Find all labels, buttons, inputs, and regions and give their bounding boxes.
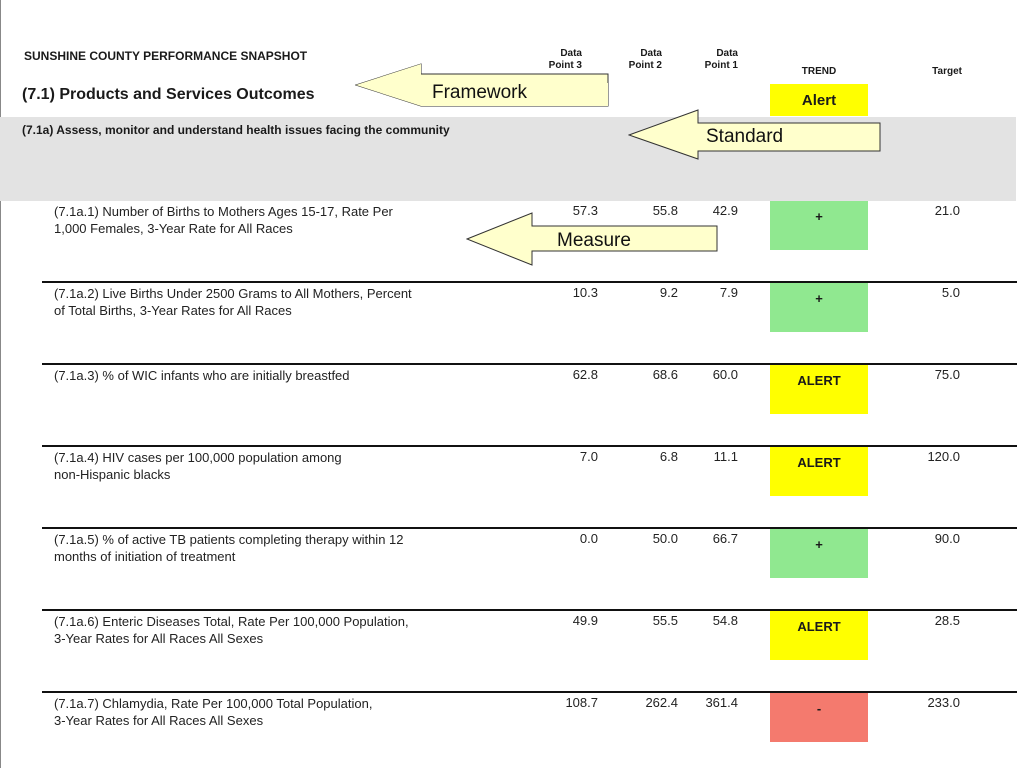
value-data-point-2: 68.6 bbox=[652, 367, 678, 382]
trend-indicator: + bbox=[770, 529, 868, 578]
target-value: 90.0 bbox=[934, 531, 960, 546]
measure-description-line1: (7.1a.7) Chlamydia, Rate Per 100,000 Total Population, bbox=[54, 696, 373, 711]
col-header-target: Target bbox=[932, 66, 962, 77]
trend-indicator: + bbox=[770, 201, 868, 250]
standard-callout-label: Standard bbox=[706, 126, 784, 147]
framework-callout-label: Framework bbox=[432, 82, 528, 103]
value-data-point-2: 55.8 bbox=[652, 203, 678, 218]
framework-heading: (7.1) Products and Services Outcomes bbox=[22, 86, 315, 103]
trend-indicator: ALERT bbox=[770, 365, 868, 414]
value-data-point-1: 361.4 bbox=[705, 695, 738, 710]
trend-indicator: + bbox=[770, 283, 868, 332]
page-left-border bbox=[0, 0, 1, 768]
row-divider bbox=[42, 609, 1017, 611]
measure-description-line2: non-Hispanic blacks bbox=[54, 467, 171, 482]
col-header-dp3-line2: Point 3 bbox=[548, 60, 582, 71]
value-data-point-3: 62.8 bbox=[572, 367, 598, 382]
col-header-dp1-line2: Point 1 bbox=[704, 60, 738, 71]
measure-description bbox=[54, 367, 350, 384]
row-divider bbox=[42, 363, 1017, 365]
col-header-data-point-2 bbox=[610, 48, 662, 72]
col-header-dp2-line2: Point 2 bbox=[628, 60, 662, 71]
value-data-point-1: 7.9 bbox=[719, 285, 738, 300]
measure-description bbox=[54, 449, 342, 483]
measure-description-line2: 3-Year Rates for All Races All Sexes bbox=[54, 713, 264, 728]
measure-callout-label: Measure bbox=[557, 230, 631, 251]
col-header-trend: TREND bbox=[801, 66, 837, 77]
value-data-point-2: 262.4 bbox=[645, 695, 678, 710]
col-header-dp3-line1: Data bbox=[560, 48, 582, 59]
value-data-point-3: 7.0 bbox=[579, 449, 598, 464]
measure-description-line1: (7.1a.2) Live Births Under 2500 Grams to All Mothers, Percent bbox=[54, 286, 412, 301]
value-data-point-1: 60.0 bbox=[712, 367, 738, 382]
measure-description-line1: (7.1a.3) % of WIC infants who are initially breastfed bbox=[54, 368, 350, 383]
target-value: 233.0 bbox=[927, 695, 960, 710]
value-data-point-1: 54.8 bbox=[712, 613, 738, 628]
value-data-point-3: 57.3 bbox=[572, 203, 598, 218]
value-data-point-3: 0.0 bbox=[579, 531, 598, 546]
value-data-point-1: 42.9 bbox=[712, 203, 738, 218]
target-value: 21.0 bbox=[934, 203, 960, 218]
measure-description-line1: (7.1a.1) Number of Births to Mothers Ages 15-17, Rate Per bbox=[54, 204, 393, 219]
value-data-point-2: 50.0 bbox=[652, 531, 678, 546]
trend-indicator: ALERT bbox=[770, 611, 868, 660]
col-header-dp2-line1: Data bbox=[640, 48, 662, 59]
row-divider bbox=[42, 691, 1017, 693]
measure-description-line2: 3-Year Rates for All Races All Sexes bbox=[54, 631, 264, 646]
col-header-dp1-line1: Data bbox=[716, 48, 738, 59]
measure-description-line1: (7.1a.4) HIV cases per 100,000 population among bbox=[54, 450, 342, 465]
measure-description-line2: months of initiation of treatment bbox=[54, 549, 236, 564]
measure-description bbox=[54, 203, 393, 237]
value-data-point-1: 66.7 bbox=[712, 531, 738, 546]
value-data-point-3: 10.3 bbox=[572, 285, 598, 300]
measure-description bbox=[54, 613, 409, 647]
trend-indicator: - bbox=[770, 693, 868, 742]
trend-indicator: ALERT bbox=[770, 447, 868, 496]
col-header-data-point-1 bbox=[686, 48, 738, 72]
standard-heading: (7.1a) Assess, monitor and understand health issues facing the community bbox=[22, 123, 450, 137]
value-data-point-2: 9.2 bbox=[659, 285, 678, 300]
measure-description-line2: 1,000 Females, 3-Year Rate for All Races bbox=[54, 221, 293, 236]
row-divider bbox=[42, 527, 1017, 529]
measure-description-line1: (7.1a.5) % of active TB patients completing therapy within 12 bbox=[54, 532, 404, 547]
value-data-point-3: 49.9 bbox=[572, 613, 598, 628]
measure-description bbox=[54, 531, 404, 565]
measure-description-line2: of Total Births, 3-Year Rates for All Races bbox=[54, 303, 292, 318]
value-data-point-2: 6.8 bbox=[659, 449, 678, 464]
row-divider bbox=[42, 281, 1017, 283]
measure-description bbox=[54, 285, 412, 319]
target-value: 120.0 bbox=[927, 449, 960, 464]
target-value: 5.0 bbox=[941, 285, 960, 300]
report-title: SUNSHINE COUNTY PERFORMANCE SNAPSHOT bbox=[24, 49, 308, 63]
measure-description-line1: (7.1a.6) Enteric Diseases Total, Rate Per 100,000 Population, bbox=[54, 614, 409, 629]
framework-trend-badge: Alert bbox=[770, 84, 868, 116]
target-value: 75.0 bbox=[934, 367, 960, 382]
value-data-point-3: 108.7 bbox=[565, 695, 598, 710]
row-divider bbox=[42, 445, 1017, 447]
target-value: 28.5 bbox=[934, 613, 960, 628]
value-data-point-1: 11.1 bbox=[713, 449, 738, 464]
value-data-point-2: 55.5 bbox=[652, 613, 678, 628]
measure-description bbox=[54, 695, 372, 729]
